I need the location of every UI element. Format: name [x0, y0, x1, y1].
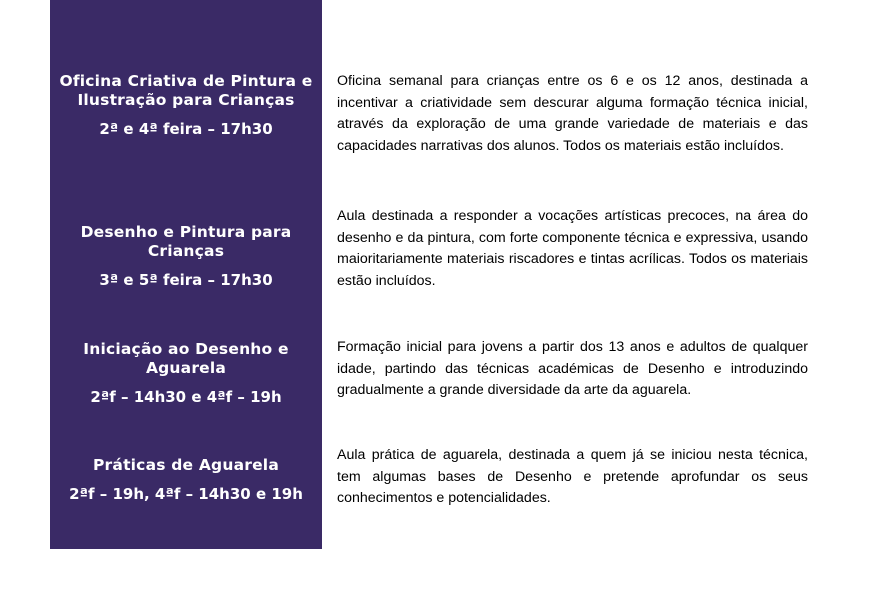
course-description: Aula prática de aguarela, destinada a quem já se iniciou nesta técnica, tem algumas bases de Desenho e pretende aprofundar os seus conhecimentos e potencialidades. — [337, 447, 808, 506]
course-title: Práticas de Aguarela — [93, 456, 279, 474]
course-title: Iniciação ao Desenho e Aguarela — [83, 340, 289, 377]
course-description: Aula destinada a responder a vocações artísticas precoces, na área do desenho e da pintura, com forte componente técnica e expressiva, usando maioritariamente materiais riscadores e tintas acrílicas. Todos os materiais estão incluídos. — [337, 208, 808, 289]
course-title: Oficina Criativa de Pintura e Ilustração para Crianças — [59, 72, 313, 109]
course-heading-3 — [50, 340, 322, 407]
course-schedule: 2ªf – 14h30 e 4ªf – 19h — [90, 388, 282, 406]
course-heading-1 — [50, 72, 322, 139]
course-title: Desenho e Pintura para Crianças — [80, 223, 292, 260]
course-description: Formação inicial para jovens a partir dos 13 anos e adultos de qualquer idade, partindo das técnicas académicas de Desenho e introduzindo gradualmente a grande diversidade da arte da aguarela. — [337, 339, 808, 398]
course-schedule: 3ª e 5ª feira – 17h30 — [99, 271, 273, 289]
course-description: Oficina semanal para crianças entre os 6 e os 12 anos, destinada a incentivar a criatividade sem descurar alguma formação técnica inicial, através da exploração de uma grande variedade de materiais e das capacidades narrativas dos alunos. Todos os materiais estão incluídos. — [337, 73, 808, 154]
course-schedule: 2ª e 4ª feira – 17h30 — [99, 120, 273, 138]
course-heading-4 — [50, 456, 322, 504]
course-schedule: 2ªf – 19h, 4ªf – 14h30 e 19h — [69, 485, 303, 503]
course-heading-2 — [50, 223, 322, 290]
